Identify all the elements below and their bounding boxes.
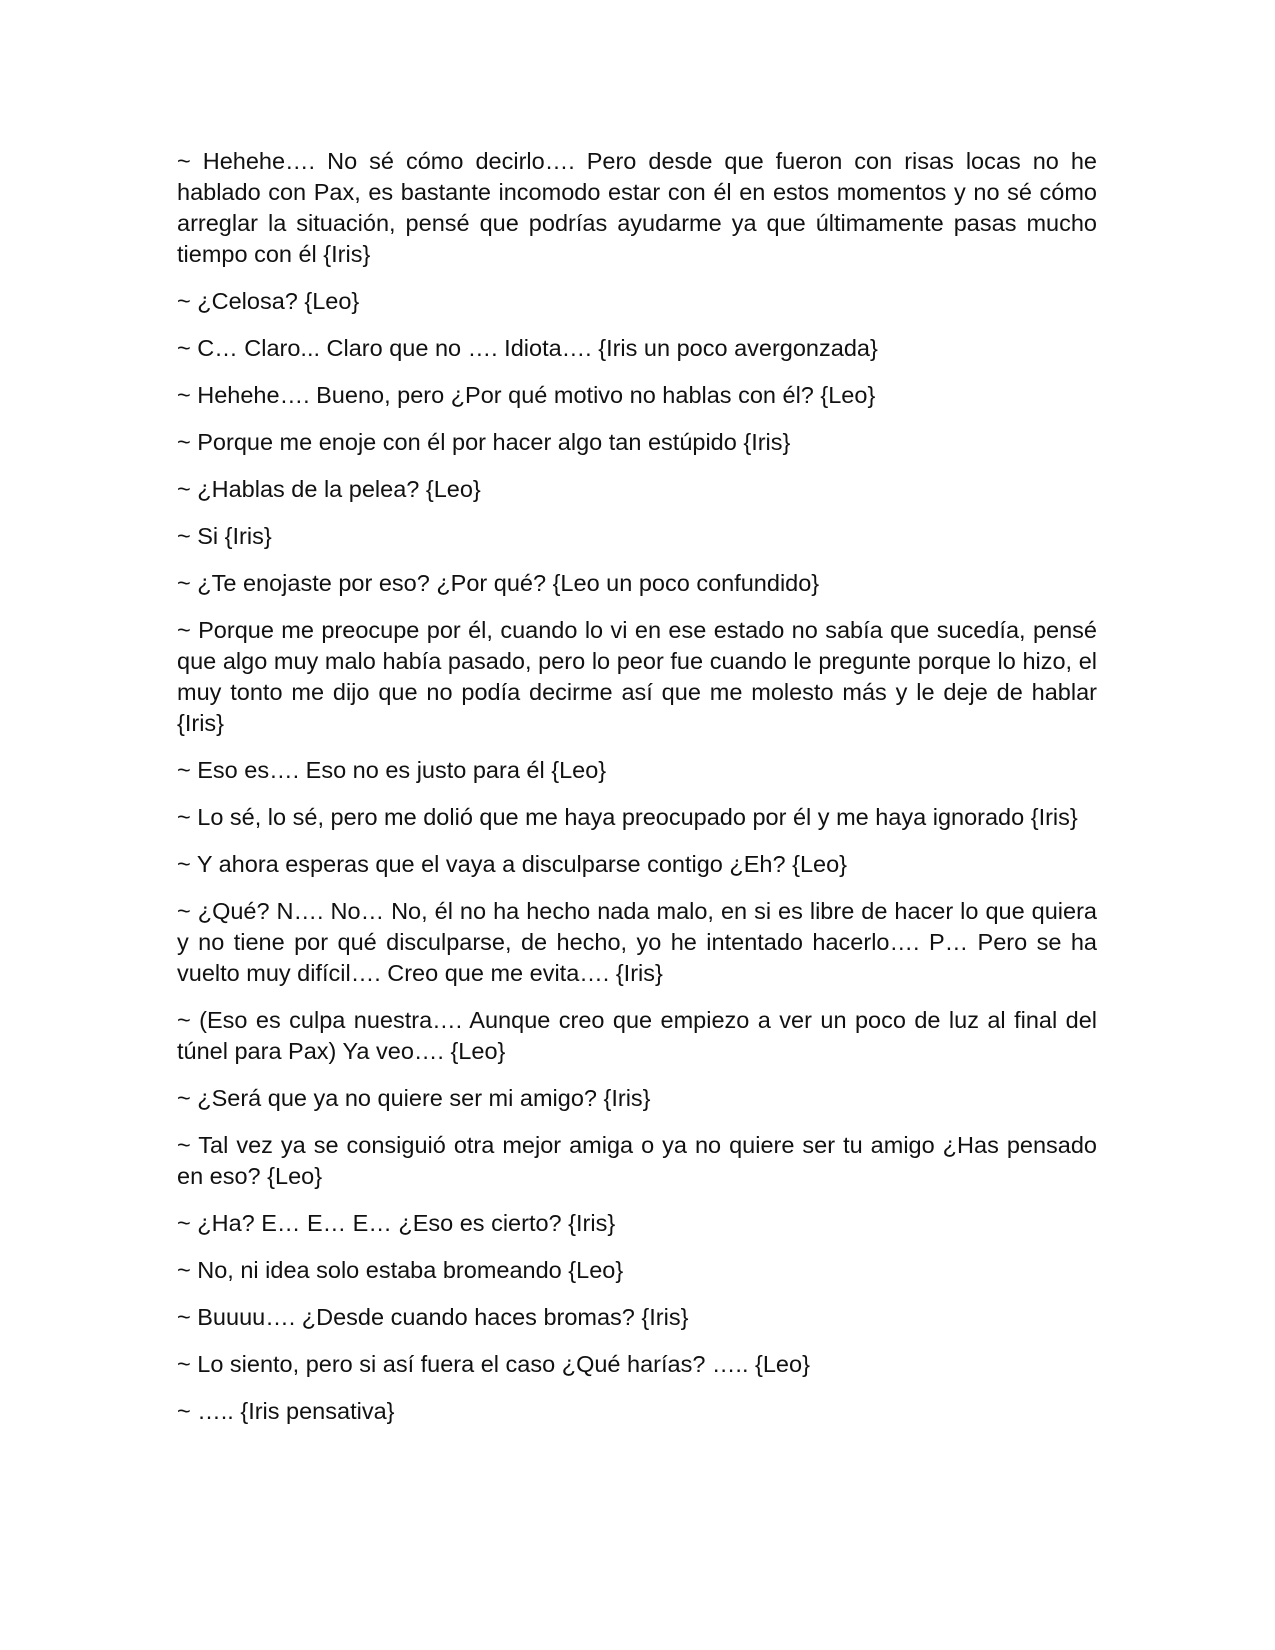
- dialogue-paragraph: ~ ¿Hablas de la pelea? {Leo}: [177, 476, 481, 502]
- dialogue-paragraph: ~ ….. {Iris pensativa}: [177, 1398, 395, 1424]
- dialogue-paragraph: ~ Porque me preocupe por él, cuando lo vi en ese estado no sabía que sucedía, pensé que algo muy malo había pasado, pero lo peor fue cuando le pregunte porque lo hizo, el muy tonto me dijo que no podía decirme así que me molesto más y le deje de hablar {Iris}: [177, 617, 1097, 736]
- dialogue-paragraph: ~ Eso es…. Eso no es justo para él {Leo}: [177, 757, 607, 783]
- dialogue-paragraph: ~ Si {Iris}: [177, 523, 272, 549]
- dialogue-paragraph: ~ ¿Celosa? {Leo}: [177, 288, 360, 314]
- dialogue-paragraph: ~ Lo siento, pero si así fuera el caso ¿Qué harías? ….. {Leo}: [177, 1351, 810, 1377]
- dialogue-paragraph: ~ Hehehe…. No sé cómo decirlo…. Pero desde que fueron con risas locas no he hablado con Pax, es bastante incomodo estar con él en estos momentos y no sé cómo arreglar la situación, pensé que podrías ayudarme ya que últimamente pasas mucho tiempo con él {Iris}: [177, 148, 1097, 267]
- dialogue-paragraph: ~ Buuuu…. ¿Desde cuando haces bromas? {Iris}: [177, 1304, 689, 1330]
- dialogue-paragraph: ~ Lo sé, lo sé, pero me dolió que me haya preocupado por él y me haya ignorado {Iris}: [177, 804, 1078, 830]
- dialogue-paragraph: ~ ¿Ha? E… E… E… ¿Eso es cierto? {Iris}: [177, 1210, 616, 1236]
- dialogue-paragraph: ~ No, ni idea solo estaba bromeando {Leo}: [177, 1257, 624, 1283]
- dialogue-paragraph: ~ C… Claro... Claro que no …. Idiota…. {Iris un poco avergonzada}: [177, 335, 878, 361]
- dialogue-paragraph: ~ Hehehe…. Bueno, pero ¿Por qué motivo no hablas con él? {Leo}: [177, 382, 876, 408]
- dialogue-paragraph: ~ Porque me enoje con él por hacer algo tan estúpido {Iris}: [177, 429, 791, 455]
- dialogue-paragraph: ~ (Eso es culpa nuestra…. Aunque creo que empiezo a ver un poco de luz al final del túnel para Pax) Ya veo…. {Leo}: [177, 1007, 1097, 1064]
- dialogue-paragraph: ~ ¿Te enojaste por eso? ¿Por qué? {Leo un poco confundido}: [177, 570, 820, 596]
- dialogue-paragraph: ~ Y ahora esperas que el vaya a disculparse contigo ¿Eh? {Leo}: [177, 851, 848, 877]
- document-page: [177, 146, 1097, 1443]
- dialogue-paragraph: ~ ¿Qué? N…. No… No, él no ha hecho nada malo, en si es libre de hacer lo que quiera y no tiene por qué disculparse, de hecho, yo he intentado hacerlo…. P… Pero se ha vuelto muy difícil…. Creo que me evita…. {Iris}: [177, 898, 1097, 986]
- dialogue-paragraph: ~ Tal vez ya se consiguió otra mejor amiga o ya no quiere ser tu amigo ¿Has pensado en eso? {Leo}: [177, 1132, 1097, 1189]
- dialogue-paragraph: ~ ¿Será que ya no quiere ser mi amigo? {Iris}: [177, 1085, 651, 1111]
